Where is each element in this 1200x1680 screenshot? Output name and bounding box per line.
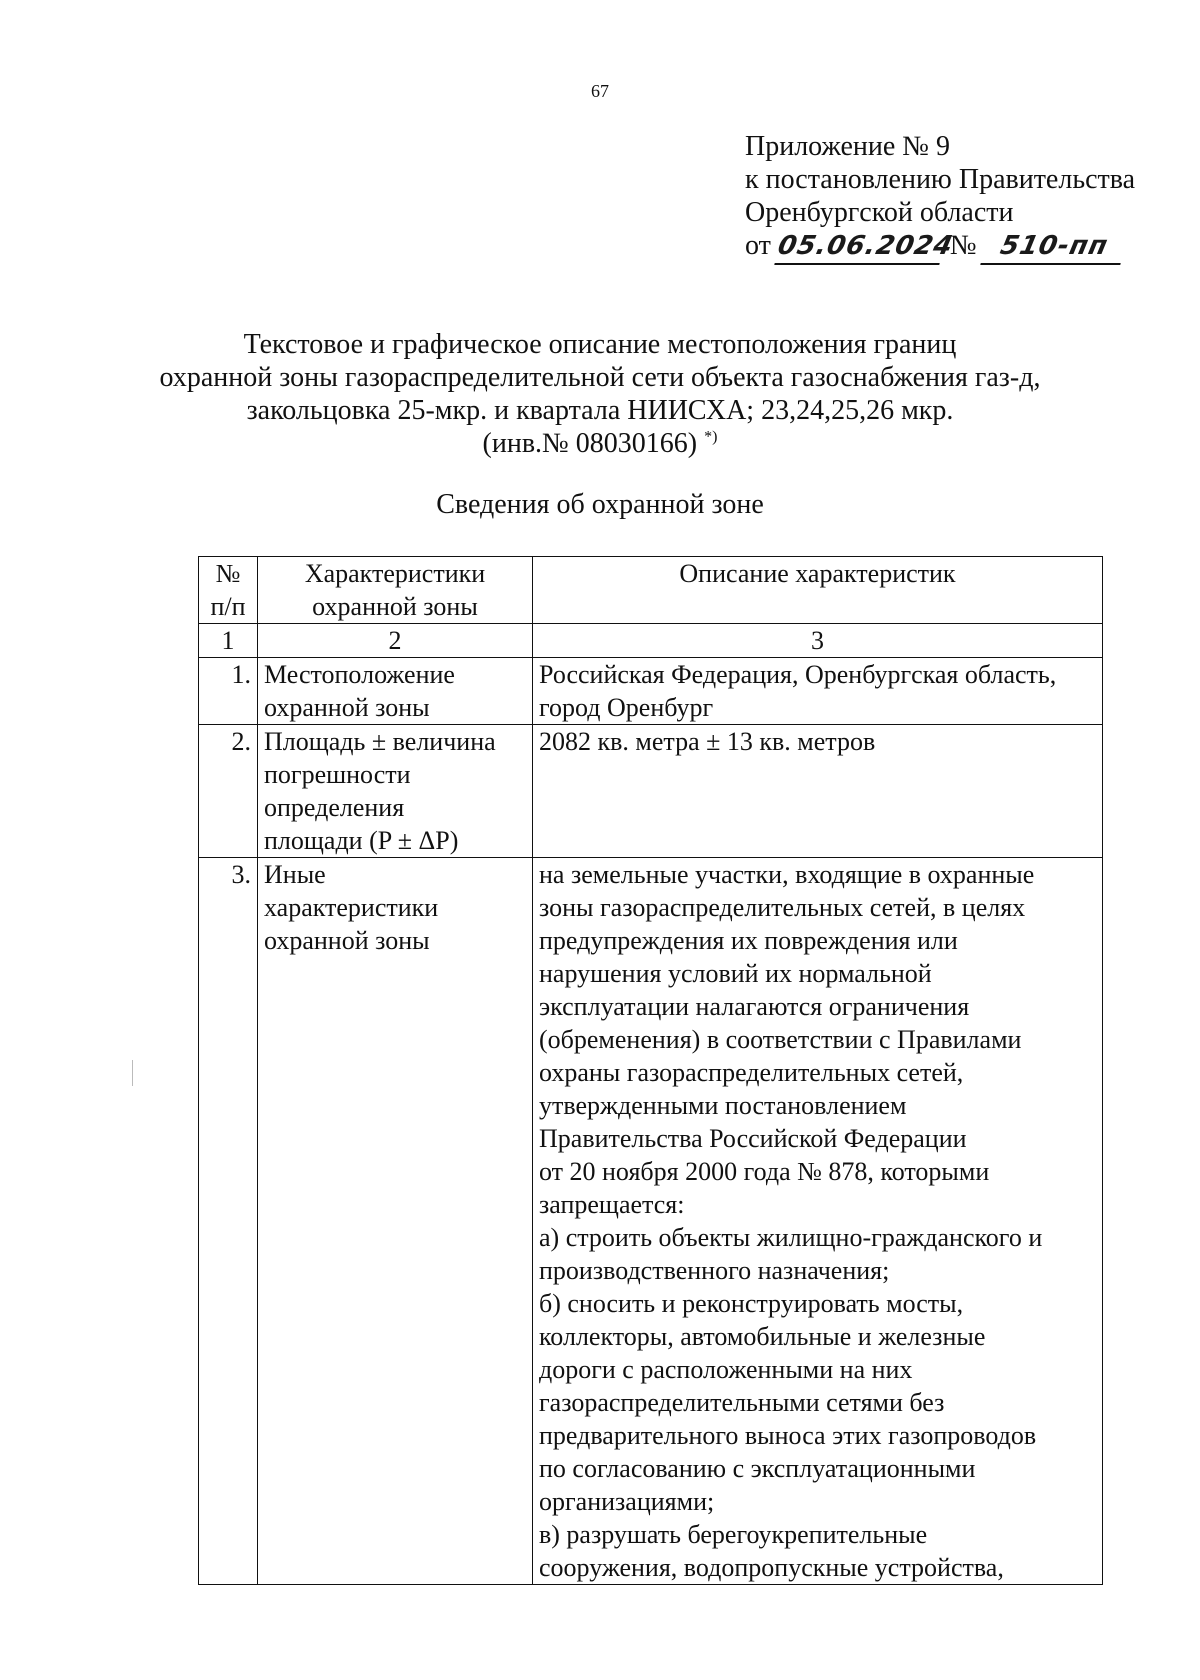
header-characteristics-line1: Характеристики — [304, 559, 486, 588]
appendix-block — [745, 130, 1135, 265]
row-characteristic: Площадь ± величина погрешности определения площади (P ± ΔP) — [258, 725, 533, 858]
handwritten-number: 510-пп — [980, 230, 1127, 265]
row-description: Российская Федерация, Оренбургская область, город Оренбург — [533, 658, 1103, 725]
column-number-3: 3 — [533, 624, 1103, 658]
section-title: Сведения об охранной зоне — [436, 489, 764, 520]
zone-info-table — [198, 556, 1103, 1585]
table-column-numbers-row — [199, 624, 1103, 658]
row-number: 1. — [199, 658, 258, 725]
appendix-date-line — [745, 229, 1135, 265]
table-header-row — [199, 557, 1103, 624]
number-sign: № — [949, 230, 977, 261]
document-title — [0, 328, 1200, 460]
header-cell-characteristics — [258, 557, 533, 624]
title-line-4 — [0, 427, 1200, 460]
appendix-title: Приложение № 9 — [745, 131, 950, 162]
title-line-1: Текстовое и графическое описание местоположения границ — [243, 329, 957, 360]
table-row — [199, 725, 1103, 858]
footnote-mark: *) — [704, 428, 718, 446]
appendix-region: Оренбургской области — [745, 197, 1014, 228]
table-row — [199, 858, 1103, 1585]
title-line-3: закольцовка 25-мкр. и квартала НИИСХА; 23,24,25,26 мкр. — [246, 395, 954, 426]
inventory-number: (инв.№ 08030166) — [482, 428, 698, 459]
header-number-label: п/п — [210, 592, 246, 621]
appendix-reference: к постановлению Правительства — [745, 164, 1136, 195]
row-number: 2. — [199, 725, 258, 858]
row-characteristic: Иные характеристики охранной зоны — [258, 858, 533, 1585]
date-prefix: от — [745, 230, 771, 261]
column-number-1: 1 — [199, 624, 258, 658]
row-characteristic: Местоположение охранной зоны — [258, 658, 533, 725]
row-number: 3. — [199, 858, 258, 1585]
table-row — [199, 658, 1103, 725]
row-description: на земельные участки, входящие в охранные зоны газораспределительных сетей, в целях предупреждения их повреждения или нарушения условий их нормальной эксплуатации налагаются ограничения (обременения) в соответствии с Правилами охраны газораспределительных сетей, утвержденными постановлением Правительства Российской Федерации от 20 ноября 2000 года № 878, которыми запрещается: а) строить объекты жилищно-гражданского и производственного назначения; б) сносить и реконструировать мосты, коллекторы, автомобильные и железные дороги с расположенными на них газораспределительными сетями без предварительного выноса этих газопроводов по согласованию с эксплуатационными организациями; в) разрушать берегоукрепительные сооружения, водопропускные устройства, — [533, 858, 1103, 1585]
handwritten-date: 05.06.2024 — [774, 230, 946, 265]
header-cell-description: Описание характеристик — [533, 557, 1103, 624]
page-number: 67 — [591, 81, 609, 101]
header-number-sign: № — [215, 559, 241, 588]
column-number-2: 2 — [258, 624, 533, 658]
title-line-2: охранной зоны газораспределительной сети объекта газоснабжения газ-д, — [159, 362, 1041, 393]
header-characteristics-line2: охранной зоны — [312, 592, 478, 621]
row-description: 2082 кв. метра ± 13 кв. метров — [533, 725, 1103, 858]
header-cell-number — [199, 557, 258, 624]
margin-mark — [132, 1060, 133, 1086]
